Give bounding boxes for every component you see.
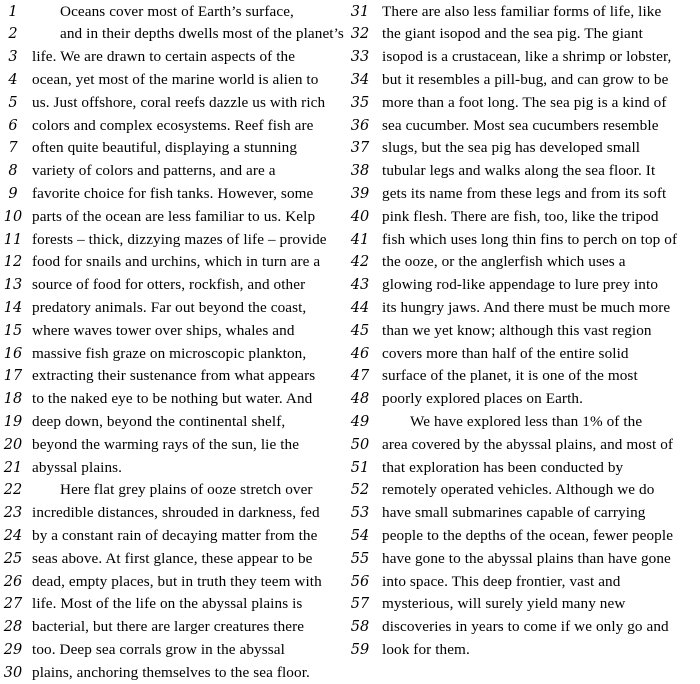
line-number: 48: [350, 391, 370, 408]
line-text: Oceans cover most of Earth’s surface,: [60, 2, 294, 20]
line-number: 12: [3, 254, 23, 271]
line-number: 3: [8, 49, 18, 66]
line-number: 28: [3, 619, 23, 636]
line-text: ocean, yet most of the marine world is alien to: [32, 70, 319, 88]
line-number: 46: [350, 345, 370, 362]
line-number: 18: [3, 391, 23, 408]
line-number: 24: [3, 527, 23, 544]
line-number: 33: [350, 49, 370, 66]
line-text: look for them.: [382, 640, 470, 658]
line-number: 53: [350, 505, 370, 522]
line-text: and in their depths dwells most of the planet’s: [60, 25, 344, 43]
line-text: covers more than half of the entire solid: [382, 344, 629, 362]
line-number: 44: [350, 299, 370, 316]
line-number: 31: [350, 3, 370, 20]
line-number: 57: [350, 596, 370, 613]
line-number: 19: [3, 413, 23, 430]
line-number: 15: [3, 322, 23, 339]
line-number: 47: [350, 368, 370, 385]
line-number: 56: [350, 573, 370, 590]
line-text: have gone to the abyssal plains than have gone: [382, 549, 671, 567]
line-text: people to the depths of the ocean, fewer people: [382, 526, 674, 544]
line-text: We have explored less than 1% of the: [410, 412, 643, 430]
line-text: the giant isopod and the sea pig. The giant: [382, 25, 643, 43]
line-text: discoveries in years to come if we only go and: [382, 618, 669, 636]
line-text: us. Just offshore, coral reefs dazzle us with rich: [32, 93, 326, 111]
line-number: 1: [8, 3, 18, 20]
line-number: 43: [350, 277, 370, 294]
line-text: Here flat grey plains of ooze stretch over: [60, 481, 313, 499]
line-text: abyssal plains.: [32, 458, 123, 476]
line-text: variety of colors and patterns, and are a: [32, 162, 276, 180]
line-text: forests – thick, dizzying mazes of life – provide: [32, 230, 327, 248]
line-number: 13: [3, 277, 23, 294]
line-number: 26: [3, 573, 23, 590]
line-number: 52: [350, 482, 370, 499]
line-number: 58: [350, 619, 370, 636]
line-number: 6: [8, 117, 18, 134]
line-text: colors and complex ecosystems. Reef fish are: [32, 116, 314, 134]
line-text: that exploration has been conducted by: [382, 458, 624, 476]
line-text: fish which uses long thin fins to perch on top of: [382, 230, 678, 248]
line-text: beyond the warming rays of the sun, lie the: [32, 435, 300, 453]
line-text: seas above. At first glance, these appear to be: [32, 549, 313, 567]
line-text: sea cucumber. Most sea cucumbers resemble: [382, 116, 659, 134]
line-number: 50: [350, 436, 370, 453]
line-text: too. Deep sea corrals grow in the abyssal: [32, 640, 285, 658]
line-number: 14: [3, 299, 23, 316]
line-number: 9: [8, 185, 18, 202]
line-number: 27: [3, 596, 23, 613]
line-text: bacterial, but there are larger creatures there: [32, 618, 305, 636]
line-number: 37: [350, 140, 370, 157]
line-number: 20: [3, 436, 23, 453]
line-text: than we yet know; although this vast region: [382, 321, 652, 339]
line-number: 4: [8, 71, 18, 88]
line-number: 38: [350, 163, 370, 180]
line-text: area covered by the abyssal plains, and most of: [382, 435, 674, 453]
line-text: parts of the ocean are less familiar to us. Kelp: [32, 207, 316, 225]
line-text: its hungry jaws. And there must be much more: [382, 298, 671, 316]
line-number: 49: [350, 413, 370, 430]
line-number: 41: [350, 231, 370, 248]
line-text: by a constant rain of decaying matter from the: [32, 526, 318, 544]
line-number: 10: [3, 208, 23, 225]
line-text: massive fish graze on microscopic plankton,: [32, 344, 307, 362]
line-text: into space. This deep frontier, vast and: [382, 572, 621, 590]
line-text: poorly explored places on Earth.: [382, 390, 583, 408]
line-number: 39: [350, 185, 370, 202]
line-text: isopod is a crustacean, like a shrimp or lobster,: [382, 48, 672, 66]
line-text: but it resembles a pill-bug, and can grow to be: [382, 70, 669, 88]
line-text: remotely operated vehicles. Although we do: [382, 481, 655, 499]
line-text: gets its name from these legs and from its soft: [382, 184, 667, 202]
line-number: 25: [3, 550, 23, 567]
line-number: 8: [8, 163, 18, 180]
line-number: 30: [3, 664, 23, 681]
line-text: There are also less familiar forms of life, like: [382, 2, 662, 20]
line-text: life. We are drawn to certain aspects of the: [32, 48, 296, 66]
line-text: mysterious, will surely yield many new: [382, 595, 626, 613]
line-text: glowing rod-like appendage to lure prey into: [382, 276, 659, 294]
line-number: 34: [350, 71, 370, 88]
line-text: favorite choice for fish tanks. However, some: [32, 184, 314, 202]
line-text: have small submarines capable of carrying: [382, 504, 646, 522]
line-text: slugs, but the sea pig has developed small: [382, 139, 641, 157]
line-number: 2: [8, 26, 18, 43]
line-number: 36: [350, 117, 370, 134]
line-number: 23: [3, 505, 23, 522]
line-text: source of food for otters, rockfish, and other: [32, 276, 306, 294]
line-number: 7: [8, 140, 18, 157]
line-text: deep down, beyond the continental shelf,: [32, 412, 286, 430]
line-number: 55: [350, 550, 370, 567]
line-text: dead, empty places, but in truth they teem with: [32, 572, 322, 590]
line-number: 54: [350, 527, 370, 544]
line-number: 22: [3, 482, 23, 499]
line-text: predatory animals. Far out beyond the coast,: [32, 298, 307, 316]
line-number: 21: [3, 459, 23, 476]
line-number: 5: [8, 94, 18, 111]
line-text: incredible distances, shrouded in darkness, fed: [32, 504, 320, 522]
line-number: 40: [350, 208, 370, 225]
line-number: 11: [3, 231, 23, 248]
line-text: life. Most of the life on the abyssal plains is: [32, 595, 303, 613]
line-text: where waves tower over ships, whales and: [32, 321, 295, 339]
line-number: 42: [350, 254, 370, 271]
line-number: 29: [3, 641, 23, 658]
line-number: 45: [350, 322, 370, 339]
line-number: 51: [350, 459, 370, 476]
line-text: tubular legs and walks along the sea floor. It: [382, 162, 656, 180]
line-number: 16: [3, 345, 23, 362]
line-number: 35: [350, 94, 370, 111]
line-number: 17: [3, 368, 23, 385]
line-text: plains, anchoring themselves to the sea floor.: [32, 663, 310, 681]
line-text: pink flesh. There are fish, too, like the tripod: [382, 207, 659, 225]
line-number: 59: [350, 641, 370, 658]
line-text: the ooze, or the anglerfish which uses a: [382, 253, 626, 271]
line-text: food for snails and urchins, which in turn are a: [32, 253, 321, 271]
line-text: surface of the planet, it is one of the most: [382, 367, 638, 385]
line-text: more than a foot long. The sea pig is a kind of: [382, 93, 667, 111]
line-text: to the naked eye to be nothing but water. And: [32, 390, 313, 408]
line-text: extracting their sustenance from what appears: [32, 367, 316, 385]
line-number: 32: [350, 26, 370, 43]
line-text: often quite beautiful, displaying a stunning: [32, 139, 298, 157]
